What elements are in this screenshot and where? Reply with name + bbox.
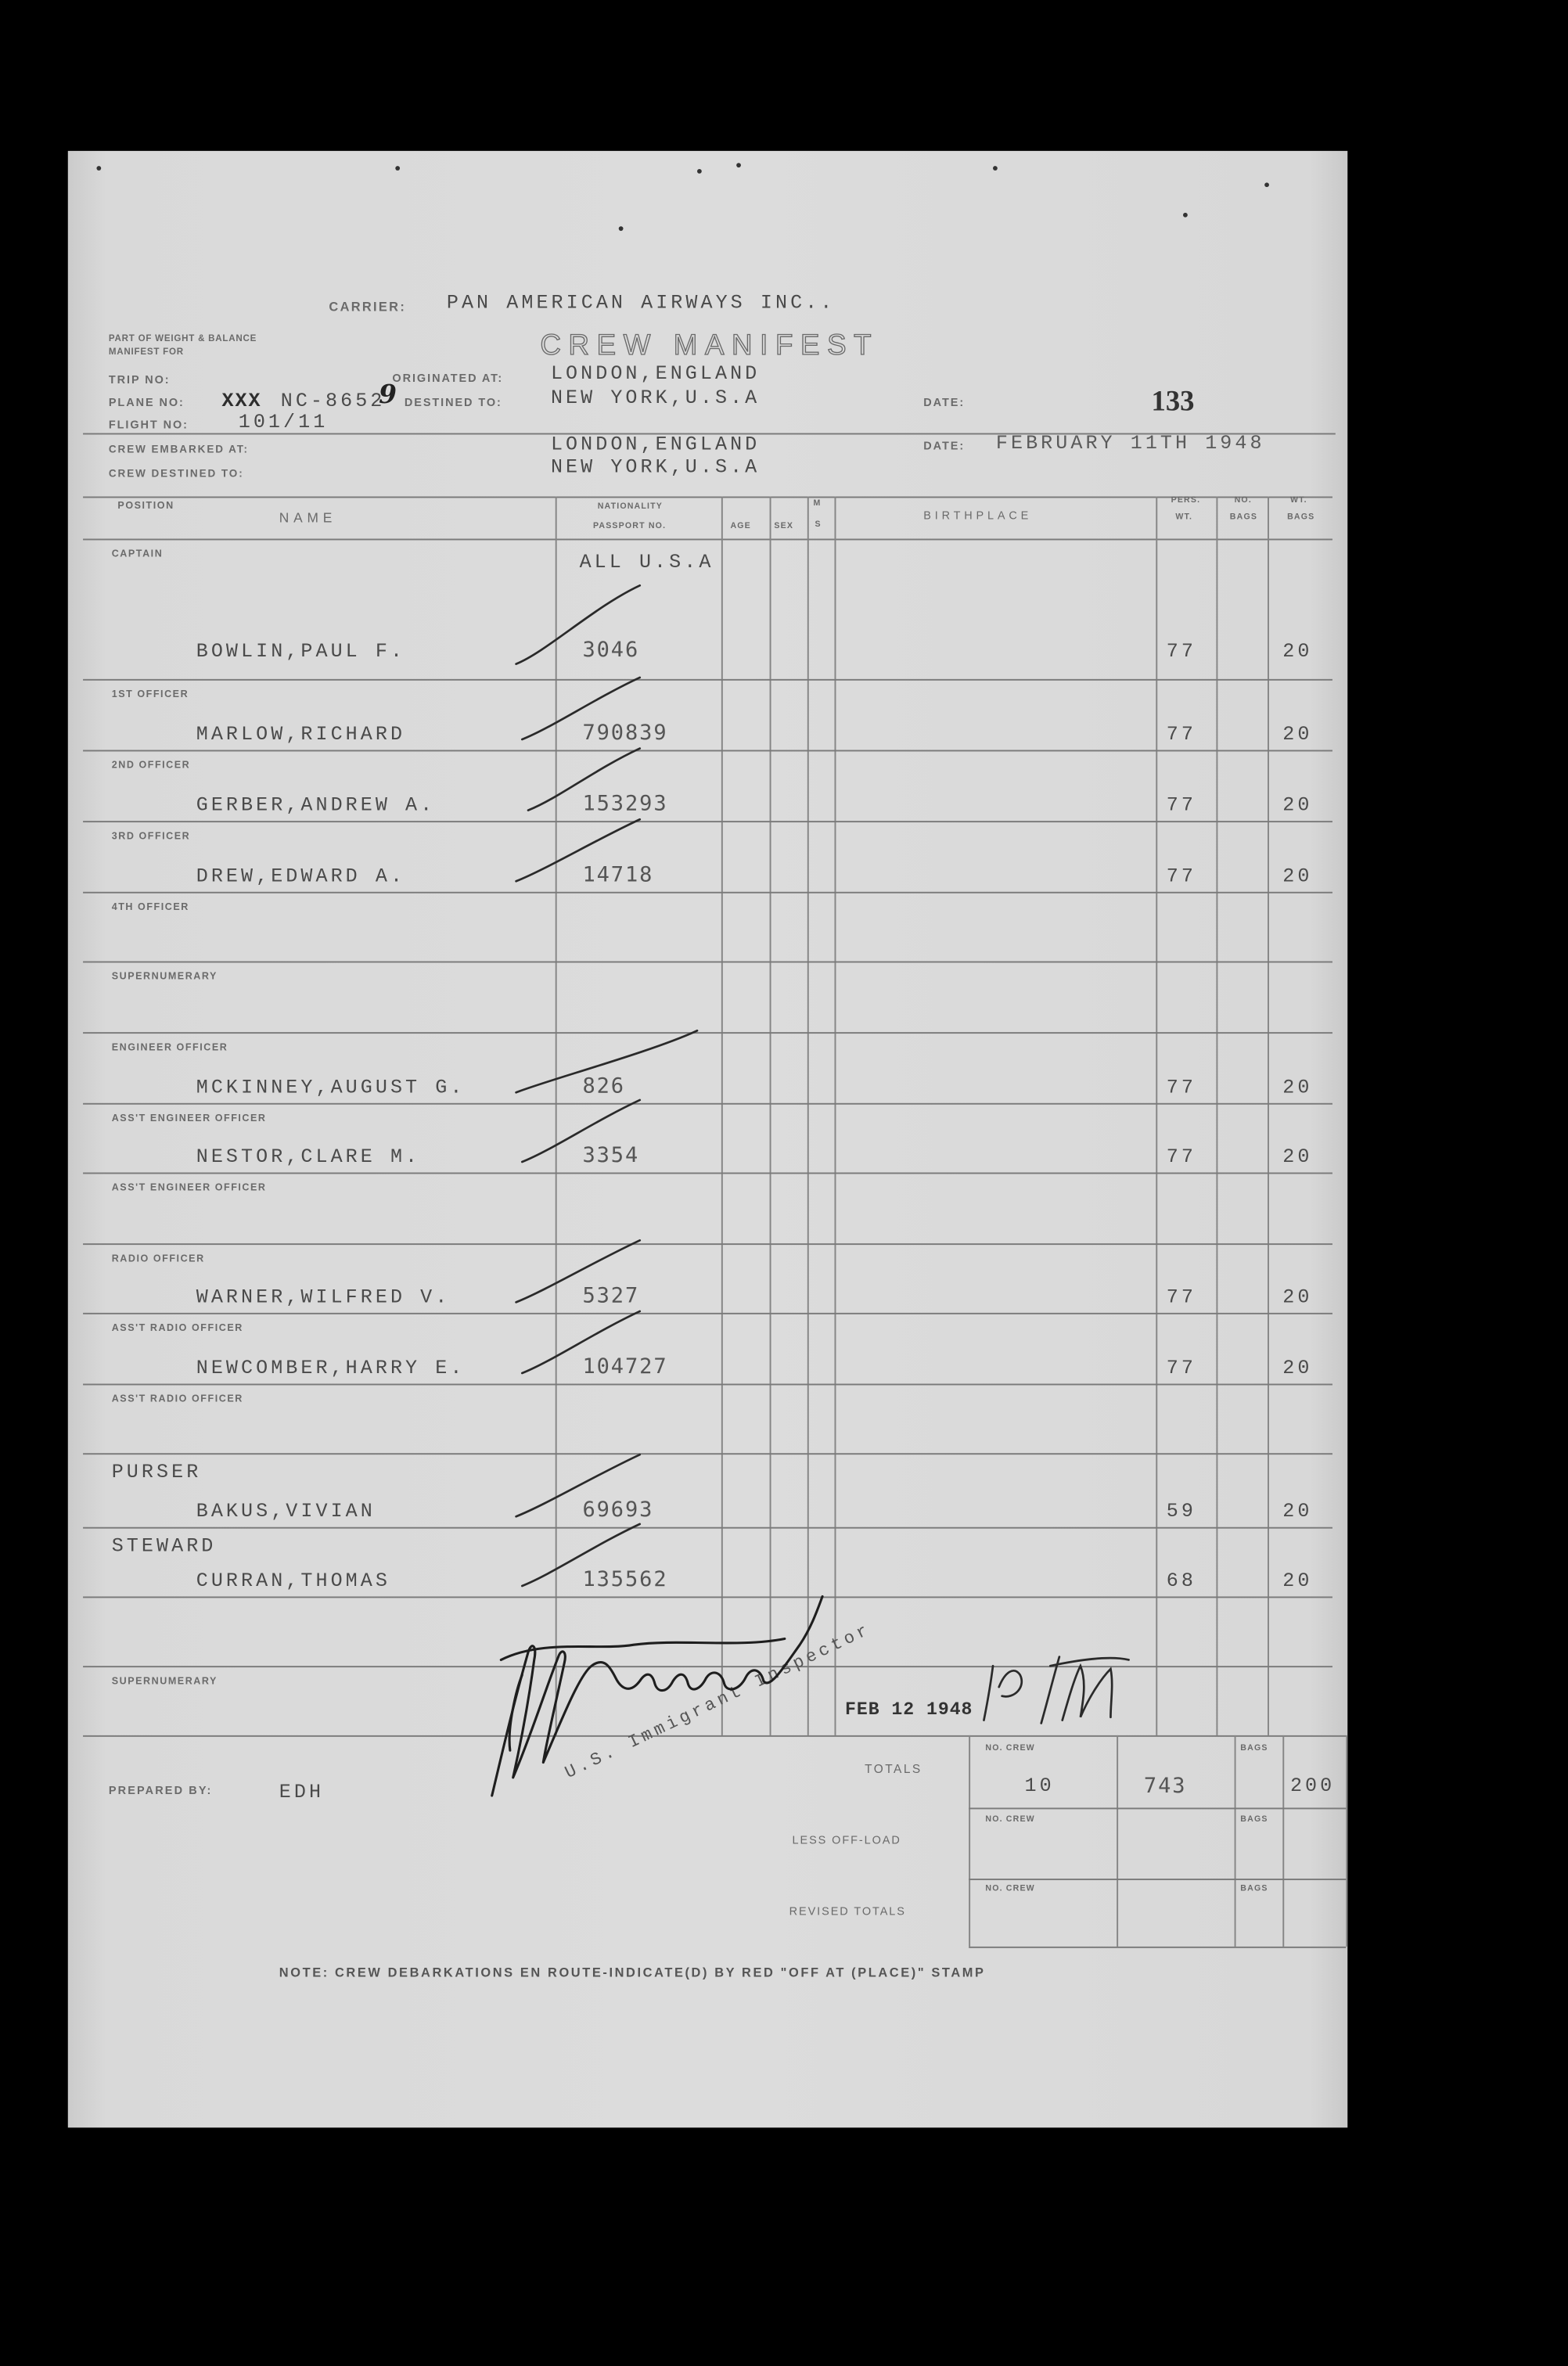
- crew-name: NESTOR,CLARE M.: [196, 1145, 421, 1168]
- check-mark: [516, 1454, 640, 1516]
- position-label: PURSER: [111, 1460, 202, 1483]
- personal-weight: 68: [1166, 1569, 1197, 1592]
- header-pers-wt: WT.: [1175, 512, 1193, 523]
- bags-label: BAGS: [1240, 1884, 1268, 1894]
- sheet-number: 133: [1151, 386, 1195, 419]
- passport-number: 14718: [582, 863, 654, 888]
- bag-weight: 20: [1282, 1500, 1313, 1523]
- manifest-for-label: MANIFEST FOR: [108, 348, 184, 358]
- check-mark: [516, 1030, 697, 1092]
- header-nationality: NATIONALITY: [597, 502, 663, 512]
- crew-name: GERBER,ANDREW A.: [196, 793, 436, 817]
- check-mark: [522, 1524, 639, 1586]
- total-crew: 10: [1024, 1774, 1055, 1797]
- plane-no: NC-8652: [280, 389, 386, 412]
- position-label: 1ST OFFICER: [111, 689, 189, 700]
- header-position: POSITION: [117, 501, 174, 512]
- crew-name: NEWCOMBER,HARRY E.: [196, 1356, 466, 1379]
- crew-name: BAKUS,VIVIAN: [196, 1500, 376, 1523]
- check-mark: [522, 1100, 639, 1162]
- personal-weight: 77: [1166, 793, 1197, 817]
- position-label: ASS'T RADIO OFFICER: [111, 1394, 243, 1405]
- header-wt: WT.: [1289, 496, 1307, 506]
- personal-weight: 77: [1166, 1145, 1197, 1168]
- trip-no-label: TRIP NO:: [108, 372, 171, 387]
- check-mark: [516, 585, 640, 663]
- header-pers: PERS.: [1171, 496, 1201, 506]
- total-crew-weight: 743: [1143, 1774, 1187, 1799]
- crew-embarked-at: LONDON,ENGLAND: [550, 433, 761, 456]
- bag-weight: 20: [1282, 639, 1313, 663]
- check-mark: [516, 819, 640, 881]
- inspector-signature: [492, 1596, 822, 1796]
- bags-label: BAGS: [1240, 1744, 1268, 1754]
- crew-name: CURRAN,THOMAS: [196, 1569, 390, 1592]
- passport-number: 790839: [582, 721, 668, 746]
- position-label: CAPTAIN: [111, 549, 164, 560]
- crew-name: WARNER,WILFRED V.: [196, 1285, 451, 1309]
- destined-to-label: DESTINED TO:: [404, 395, 502, 409]
- passport-number: 826: [582, 1074, 626, 1099]
- footer-note: NOTE: CREW DEBARKATIONS EN ROUTE-INDICATE(D) BY RED "OFF AT (PLACE)" STAMP: [279, 1965, 986, 1980]
- totals-label: TOTALS: [865, 1762, 922, 1776]
- crew-embarked-label: CREW EMBARKED AT:: [108, 444, 249, 456]
- stamp-date: FEB 12 1948: [845, 1699, 973, 1721]
- header-passport-no: PASSPORT NO.: [592, 522, 667, 531]
- flight-no: 101/11: [238, 410, 329, 433]
- passport-number: 69693: [582, 1498, 654, 1523]
- bag-weight: 20: [1282, 865, 1313, 888]
- position-label: ASS'T ENGINEER OFFICER: [111, 1183, 267, 1194]
- plane-no-label: PLANE NO:: [108, 395, 185, 409]
- personal-weight: 77: [1166, 1356, 1197, 1379]
- header-wt-bags: BAGS: [1287, 512, 1315, 523]
- originated-at-label: ORIGINATED AT:: [392, 371, 504, 385]
- header-m: M: [813, 499, 822, 509]
- position-label: ENGINEER OFFICER: [111, 1042, 228, 1054]
- passport-number: 153293: [582, 792, 668, 817]
- bag-weight: 20: [1282, 793, 1313, 817]
- flight-no-label: FLIGHT NO:: [108, 418, 189, 432]
- personal-weight: 77: [1166, 865, 1197, 888]
- crew-name: DREW,EDWARD A.: [196, 865, 406, 888]
- header-age: AGE: [730, 522, 751, 531]
- personal-weight: 77: [1166, 639, 1197, 663]
- originated-at: LONDON,ENGLAND: [550, 361, 761, 385]
- personal-weight: 59: [1166, 1500, 1197, 1523]
- bag-weight: 20: [1282, 1569, 1313, 1592]
- crew-date-label: DATE:: [923, 439, 966, 453]
- check-marks: [516, 585, 697, 1586]
- bag-weight: 20: [1282, 1145, 1313, 1168]
- passport-number: 5327: [582, 1284, 640, 1309]
- document-title: CREW MANIFEST: [540, 330, 879, 362]
- crew-destined-to: NEW YORK,U.S.A: [550, 455, 761, 479]
- check-mark: [522, 1311, 639, 1373]
- personal-weight: 77: [1166, 1076, 1197, 1099]
- check-mark: [516, 1240, 640, 1302]
- passport-number: 3354: [582, 1143, 640, 1168]
- crew-date: FEBRUARY 11TH 1948: [995, 431, 1265, 455]
- position-label: RADIO OFFICER: [111, 1253, 205, 1265]
- carrier-label: CARRIER:: [329, 298, 407, 315]
- handwritten-time-mark: [984, 1657, 1128, 1724]
- immigration-stamp: U.S. Immigrant Inspector: [562, 1620, 875, 1784]
- less-off-load-label: LESS OFF-LOAD: [792, 1833, 901, 1847]
- check-mark: [522, 678, 639, 739]
- crew-destined-label: CREW DESTINED TO:: [108, 469, 244, 480]
- carrier-name: PAN AMERICAN AIRWAYS INC..: [446, 291, 836, 315]
- prepared-by: EDH: [279, 1780, 325, 1803]
- revised-totals-label: REVISED TOTALS: [789, 1904, 906, 1918]
- position-label: ASS'T ENGINEER OFFICER: [111, 1113, 267, 1124]
- total-bags-weight: 200: [1289, 1774, 1336, 1797]
- nationality-all: ALL U.S.A: [579, 550, 714, 574]
- position-label: STEWARD: [111, 1534, 217, 1558]
- bag-weight: 20: [1282, 722, 1313, 746]
- header-sex: SEX: [774, 522, 794, 531]
- prepared-by-label: PREPARED BY:: [108, 1783, 213, 1797]
- crew-name: MARLOW,RICHARD: [196, 722, 406, 746]
- header-s: S: [815, 520, 822, 530]
- crew-name: BOWLIN,PAUL F.: [196, 639, 406, 663]
- bag-weight: 20: [1282, 1285, 1313, 1309]
- header-name: NAME: [279, 509, 337, 526]
- header-no: NO.: [1234, 496, 1252, 506]
- position-label: 3RD OFFICER: [111, 831, 191, 843]
- plane-no-handwritten-digit: 9: [379, 380, 397, 411]
- position-label: SUPERNUMERARY: [111, 1676, 218, 1688]
- part-of-label: PART OF WEIGHT & BALANCE: [108, 335, 257, 344]
- plane-no-struck: XXX: [221, 389, 262, 412]
- crew-name: MCKINNEY,AUGUST G.: [196, 1076, 466, 1099]
- header-no-bags: BAGS: [1229, 512, 1258, 523]
- no-crew-label: NO. CREW: [985, 1744, 1035, 1754]
- no-crew-label: NO. CREW: [985, 1815, 1035, 1825]
- bag-weight: 20: [1282, 1076, 1313, 1099]
- bag-weight: 20: [1282, 1356, 1313, 1379]
- personal-weight: 77: [1166, 1285, 1197, 1309]
- destined-to: NEW YORK,U.S.A: [550, 386, 761, 409]
- check-mark: [528, 749, 640, 811]
- passport-number: 104727: [582, 1354, 668, 1379]
- personal-weight: 77: [1166, 722, 1197, 746]
- position-label: 4TH OFFICER: [111, 902, 189, 913]
- position-label: SUPERNUMERARY: [111, 972, 218, 983]
- header-birthplace: BIRTHPLACE: [923, 508, 1033, 523]
- bags-label: BAGS: [1240, 1815, 1268, 1825]
- no-crew-label: NO. CREW: [985, 1884, 1035, 1894]
- passport-number: 135562: [582, 1567, 668, 1592]
- position-label: ASS'T RADIO OFFICER: [111, 1323, 243, 1334]
- position-label: 2ND OFFICER: [111, 760, 191, 771]
- date-label: DATE:: [923, 395, 966, 409]
- passport-number: 3046: [582, 638, 640, 663]
